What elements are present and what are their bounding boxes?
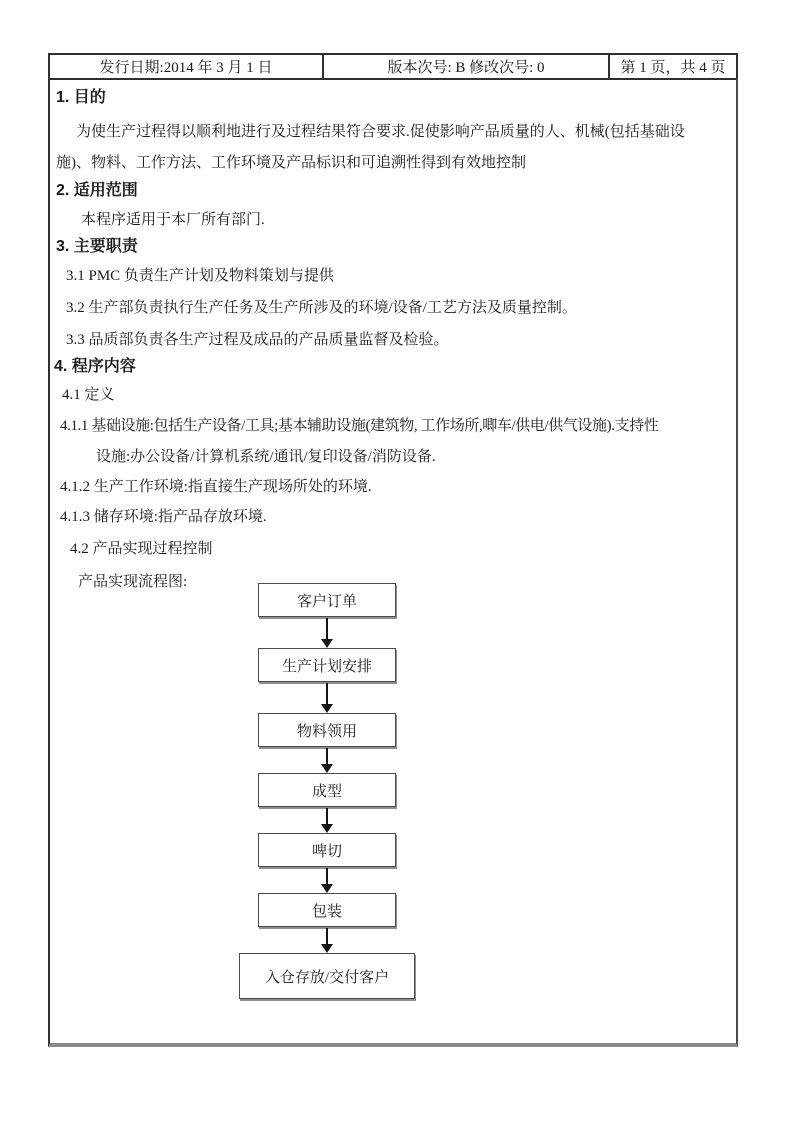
arrow-down-icon xyxy=(321,704,333,713)
section-4-2: 4.2 产品实现过程控制 xyxy=(70,541,213,557)
section-3-item-2: 3.2 生产部负责执行生产任务及生产所涉及的环境/设备/工艺方法及质量控制。 xyxy=(66,300,577,316)
header-issue-date: 发行日期:2014 年 3 月 1 日 xyxy=(99,60,273,76)
section-2-text: 本程序适用于本厂所有部门. xyxy=(81,212,265,228)
header-page-number: 第 1 页，共 4 页 xyxy=(620,60,726,76)
section-4-1-1-line-2: 设施:办公设备/计算机系统/通讯/复印设备/消防设备. xyxy=(96,449,436,465)
arrow-down-icon xyxy=(321,884,333,893)
section-1-text-line-2: 施)、物料、工作方法、工作环境及产品标识和可追溯性得到有效地控制 xyxy=(56,155,526,171)
section-4-1: 4.1 定义 xyxy=(62,387,115,403)
flow-arrow-5 xyxy=(321,868,333,893)
section-4-1-1-line-1: 4.1.1 基础设施:包括生产设备/工具;基本辅助设施(建筑物, 工作场所,唧车/供电/供气设施).支持性 xyxy=(60,418,659,434)
flow-step-customer-order: 客户订单 xyxy=(258,583,396,617)
arrow-down-icon xyxy=(321,639,333,648)
arrow-down-icon xyxy=(321,824,333,833)
flow-step-material-requisition: 物料领用 xyxy=(258,713,396,747)
arrow-down-icon xyxy=(321,944,333,953)
header-version-revision: 版本次号: B 修改次号: 0 xyxy=(322,55,610,78)
flow-arrow-4 xyxy=(321,808,333,833)
flow-step-die-cutting: 啤切 xyxy=(258,833,396,867)
arrow-down-icon xyxy=(321,764,333,773)
flow-arrow-3 xyxy=(321,748,333,773)
section-1-text-line-1: 为使生产过程得以顺利地进行及过程结果符合要求.促使影响产品质量的人、机械(包括基础设 xyxy=(76,124,685,140)
section-3-item-1: 3.1 PMC 负责生产计划及物料策划与提供 xyxy=(66,268,334,284)
flow-step-packaging: 包装 xyxy=(258,893,396,927)
section-4-1-3: 4.1.3 储存环境:指产品存放环境. xyxy=(60,509,267,525)
section-4-heading: 4. 程序内容 xyxy=(54,358,136,375)
flow-step-warehouse-delivery: 入仓存放/交付客户 xyxy=(239,953,415,999)
flow-arrow-1 xyxy=(321,618,333,648)
section-4-1-2: 4.1.2 生产工作环境:指直接生产现场所处的环境. xyxy=(60,479,372,495)
flow-step-production-planning: 生产计划安排 xyxy=(258,648,396,682)
flow-arrow-2 xyxy=(321,683,333,713)
header-table xyxy=(48,53,738,80)
section-2-heading: 2. 适用范围 xyxy=(56,182,138,199)
section-3-item-3: 3.3 品质部负责各生产过程及成品的产品质量监督及检验。 xyxy=(66,332,449,348)
section-1-heading: 1. 目的 xyxy=(56,89,106,106)
flow-arrow-6 xyxy=(321,928,333,953)
section-3-heading: 3. 主要职责 xyxy=(56,238,138,255)
flowchart-label: 产品实现流程图: xyxy=(78,574,188,590)
flow-step-molding: 成型 xyxy=(258,773,396,807)
